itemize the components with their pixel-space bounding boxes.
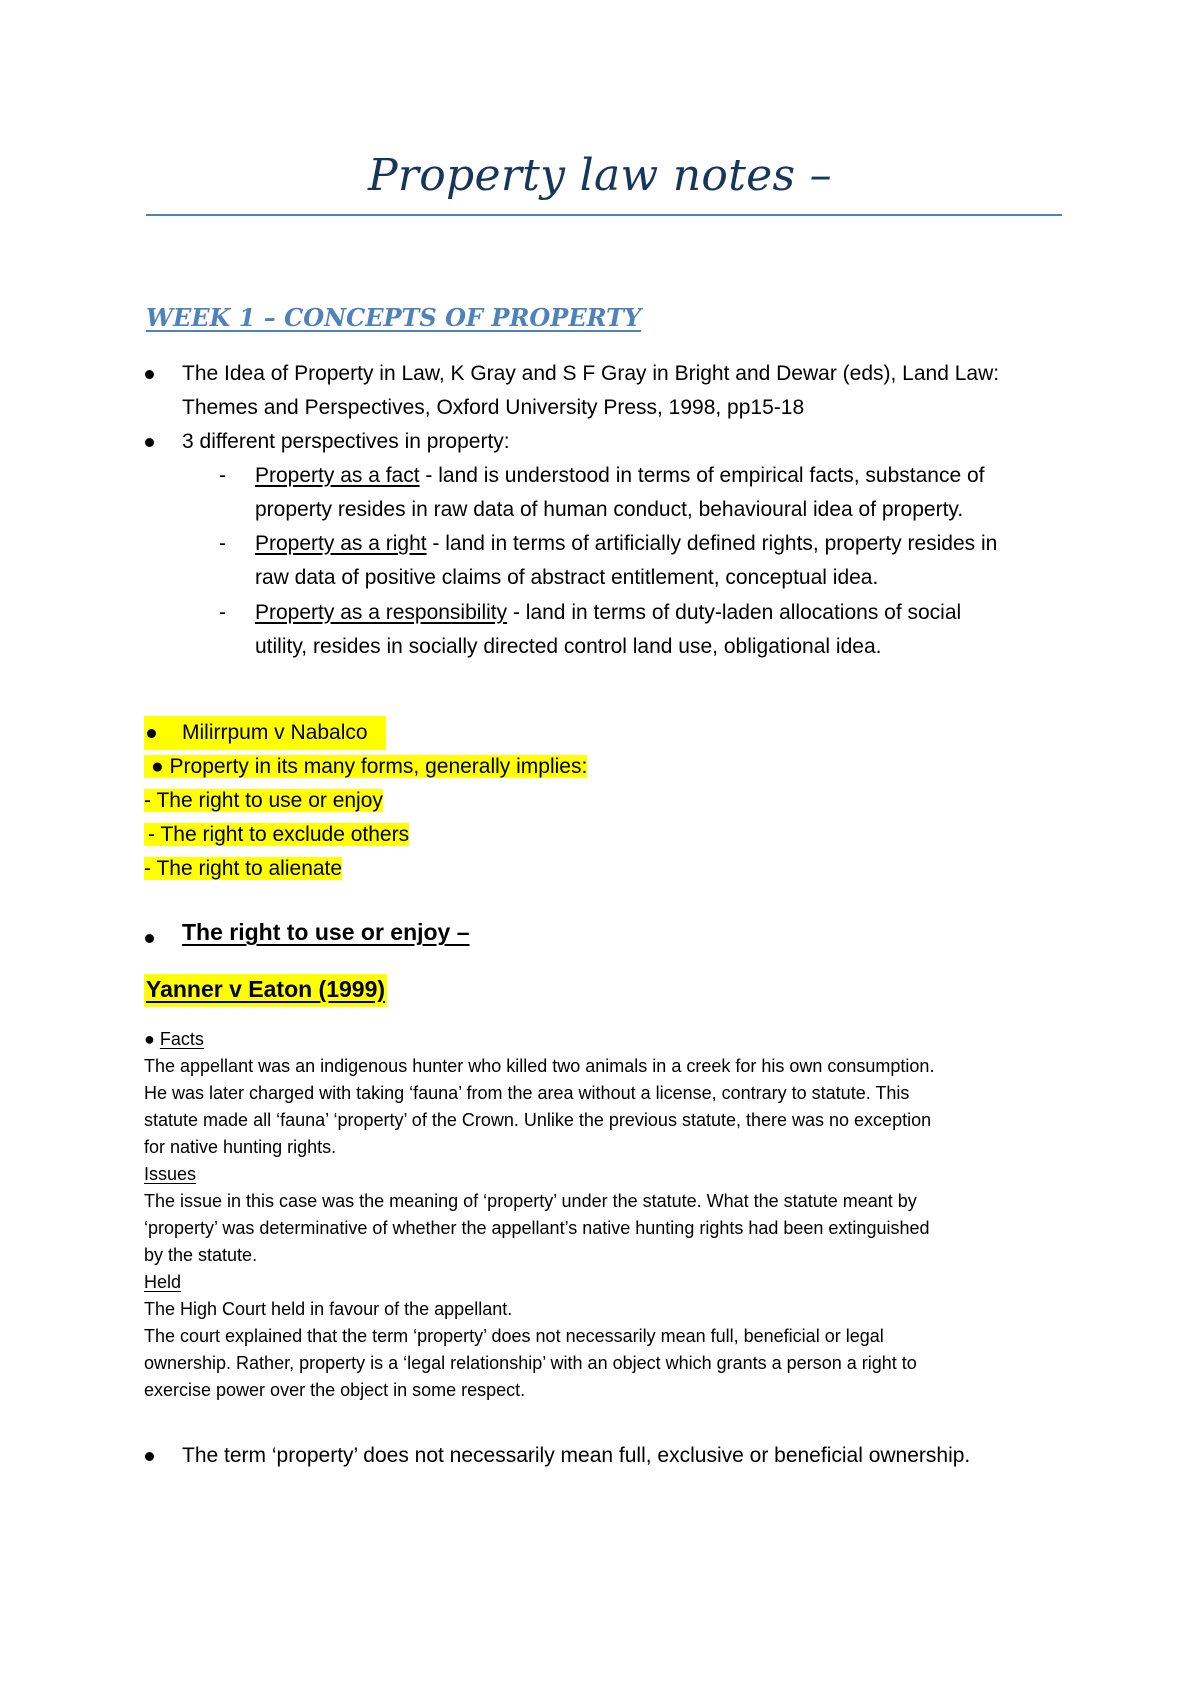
dash-marker: - [219,532,226,555]
perspective-fact-line-2: property resides in raw data of human conduct, behavioural idea of property. [255,498,964,521]
held-label: Held [144,1272,182,1292]
perspective-term: Property as a right [255,532,427,555]
highlight-case: Milirrpum v Nabalco [182,721,368,744]
highlight-right-alienate: - The right to alienate [144,857,343,880]
highlight-right-use: - The right to use or enjoy [144,789,383,812]
perspective-desc: - land is understood in terms of empirical facts, substance of [419,464,985,487]
highlight-implies: ● Property in its many forms, generally implies: [144,755,587,778]
perspective-term: Property as a fact [255,464,420,487]
highlight-right-3-line [144,852,342,886]
facts-line: statute made all ‘fauna’ ‘property’ of the Crown. Unlike the previous statute, there was no exception [144,1110,932,1130]
bullet-icon [145,1452,154,1461]
bullet-icon [145,934,154,943]
highlight-implies-line [144,750,587,784]
held-line: ownership. Rather, property is a ‘legal relationship’ with an object which grants a person a right to [144,1353,917,1373]
held-line: The High Court held in favour of the appellant. [144,1299,513,1319]
perspective-desc: - land in terms of artificially defined rights, property resides in [426,532,998,555]
issues-line: The issue in this case was the meaning of ‘property’ under the statute. What the statute meant by [144,1191,917,1211]
bullet-icon [147,729,156,738]
perspectives-intro: 3 different perspectives in property: [182,430,510,453]
facts-bullet: ● [144,1029,155,1049]
perspective-desc: - land in terms of duty-laden allocations of social [507,601,962,624]
dash-marker: - [219,601,226,624]
reference-line-1: The Idea of Property in Law, K Gray and S F Gray in Bright and Dewar (eds), Land Law: [182,362,1000,385]
dash-marker: - [219,464,226,487]
case-heading: Yanner v Eaton (1999) [144,974,387,1007]
facts-line: He was later charged with taking ‘fauna’ from the area without a license, contrary to statute. This [144,1083,910,1103]
bullet-icon [145,370,154,379]
bullet-icon [145,438,154,447]
facts-label-line [144,1026,204,1053]
held-line: The court explained that the term ‘property’ does not necessarily mean full, beneficial or legal [144,1326,884,1346]
perspective-right-line-1 [255,527,997,561]
perspective-fact-line-1 [255,459,985,493]
perspective-responsibility-line-2: utility, resides in socially directed control land use, obligational idea. [255,635,882,658]
perspective-right-line-2: raw data of positive claims of abstract entitlement, conceptual idea. [255,566,879,589]
highlight-case-line [144,716,386,750]
facts-line: for native hunting rights. [144,1137,337,1157]
week-heading: WEEK 1 – CONCEPTS OF PROPERTY [146,303,642,332]
title-underline-divider [146,214,1062,216]
highlight-right-exclude: - The right to exclude others [144,823,409,846]
issues-line: by the statute. [144,1245,258,1265]
reference-line-2: Themes and Perspectives, Oxford University Press, 1998, pp15-18 [182,396,805,419]
issues-label: Issues [144,1164,197,1184]
highlight-right-1-line [144,784,383,818]
perspective-term: Property as a responsibility [255,601,508,624]
perspective-responsibility-line-1 [255,596,961,630]
facts-label: Facts [159,1029,204,1049]
use-heading: The right to use or enjoy – [182,919,470,945]
facts-line: The appellant was an indigenous hunter who killed two animals in a creek for his own consumption. [144,1056,935,1076]
conclusion: The term ‘property’ does not necessarily mean full, exclusive or beneficial ownership. [182,1444,971,1467]
issues-line: ‘property’ was determinative of whether the appellant’s native hunting rights had been extinguished [144,1218,930,1238]
page-title: Property law notes – [368,150,832,201]
highlight-right-2-line [144,818,409,852]
held-line: exercise power over the object in some respect. [144,1380,526,1400]
